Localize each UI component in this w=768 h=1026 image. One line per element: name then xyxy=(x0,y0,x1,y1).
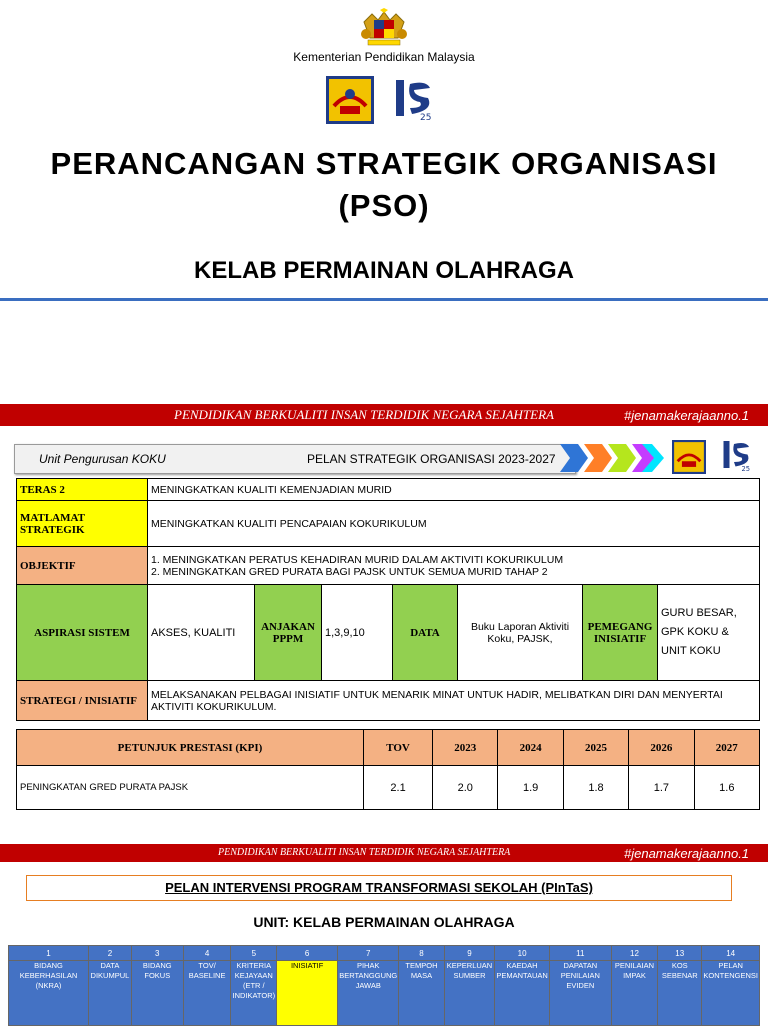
pemegang-label: PEMEGANG INISIATIF xyxy=(583,585,658,681)
col-num-5: 5 xyxy=(231,946,277,961)
kpi-header: PETUNJUK PRESTASI (KPI) xyxy=(17,730,364,766)
pintas-unit: UNIT: KELAB PERMAINAN OLAHRAGA xyxy=(253,914,515,930)
slogan-banner-2 xyxy=(0,844,768,862)
col-num-11: 11 xyxy=(549,946,611,961)
col-num-10: 10 xyxy=(495,946,550,961)
kpi-value-tov: 2.1 xyxy=(364,766,433,810)
kpi-row-label: PENINGKATAN GRED PURATA PAJSK xyxy=(17,766,364,810)
col-header-10: KAEDAH PEMANTAUAN xyxy=(495,961,550,1026)
kpi-value-2024: 1.9 xyxy=(498,766,563,810)
kpi-value-2027: 1.6 xyxy=(694,766,759,810)
col-header-9: KEPERLUAN SUMBER xyxy=(444,961,495,1026)
col-num-2: 2 xyxy=(89,946,132,961)
pemegang-value: GURU BESAR, GPK KOKU & UNIT KOKU xyxy=(658,585,760,681)
anjakan-value: 1,3,9,10 xyxy=(322,585,393,681)
col-header-4: TOV/ BASELINE xyxy=(183,961,231,1026)
hashtag-text-2: #jenamakerajaanno.1 xyxy=(624,846,750,861)
ministry-name: Kementerian Pendidikan Malaysia xyxy=(293,50,475,64)
col-header-2: DATA DIKUMPUL xyxy=(89,961,132,1026)
progress-arrows-icon xyxy=(556,442,666,474)
aspirasi-value: AKSES, KUALITI xyxy=(148,585,255,681)
kpi-table xyxy=(16,729,760,810)
slogan-text: PENDIDIKAN BERKUALITI INSAN TERDIDIK NEGARA SEJAHTERA xyxy=(174,407,554,422)
strategi-label: STRATEGI / INISIATIF xyxy=(17,681,148,721)
col-header-5: KRITERIA KEJAYAAN (ETR / INDIKATOR) xyxy=(231,961,277,1026)
col-num-3: 3 xyxy=(131,946,183,961)
teras-value: MENINGKATKAN KUALITI KEMENJADIAN MURID xyxy=(148,479,760,501)
malaysia-crest-icon xyxy=(358,8,410,48)
kpi-col-2027: 2027 xyxy=(694,730,759,766)
sekolah-25-logo-small-icon xyxy=(718,438,756,474)
kpi-col-2023: 2023 xyxy=(433,730,498,766)
objektif-label: OBJEKTIF xyxy=(17,547,148,585)
kpi-col-2024: 2024 xyxy=(498,730,563,766)
kpi-value-2025: 1.8 xyxy=(563,766,628,810)
objektif-2: 2. MENINGKATKAN GRED PURATA BAGI PAJSK UNTUK SEMUA MURID TAHAP 2 xyxy=(151,565,548,578)
col-num-8: 8 xyxy=(399,946,444,961)
svg-text:25: 25 xyxy=(741,465,751,473)
col-header-7: PIHAK BERTANGGUNG JAWAB xyxy=(338,961,399,1026)
kpi-col-2025: 2025 xyxy=(563,730,628,766)
col-num-9: 9 xyxy=(444,946,495,961)
col-num-13: 13 xyxy=(658,946,702,961)
col-header-1: BIDANG KEBERHASILAN (NKRA) xyxy=(9,961,89,1026)
pintas-grid xyxy=(8,945,760,1026)
school-logo-icon xyxy=(326,76,374,124)
kpi-col-2026: 2026 xyxy=(629,730,694,766)
page-title: PERANCANGAN STRATEGIK ORGANISASI xyxy=(50,146,718,181)
pintas-title-box xyxy=(26,875,732,901)
page-title-abbrev: (PSO) xyxy=(338,188,430,223)
col-header-14: PELAN KONTENGENSI xyxy=(702,961,760,1026)
plan-table xyxy=(16,478,760,721)
page-subtitle: KELAB PERMAINAN OLAHRAGA xyxy=(194,257,574,284)
unit-name: Unit Pengurusan KOKU xyxy=(39,452,166,466)
objektif-value xyxy=(148,547,760,585)
kpi-value-2023: 2.0 xyxy=(433,766,498,810)
col-num-4: 4 xyxy=(183,946,231,961)
unit-bar xyxy=(14,444,576,474)
kpi-value-2026: 1.7 xyxy=(629,766,694,810)
objektif-1: 1. MENINGKATKAN PERATUS KEHADIRAN MURID DALAM AKTIVITI KOKURIKULUM xyxy=(151,553,564,566)
col-num-12: 12 xyxy=(611,946,657,961)
col-num-7: 7 xyxy=(338,946,399,961)
slogan-text-2: PENDIDIKAN BERKUALITI INSAN TERDIDIK NEGARA SEJAHTERA xyxy=(218,847,511,858)
kpi-col-tov: TOV xyxy=(364,730,433,766)
teras-label: TERAS 2 xyxy=(17,479,148,501)
col-header-8: TEMPOH MASA xyxy=(399,961,444,1026)
col-header-13: KOS SEBENAR xyxy=(658,961,702,1026)
col-header-6: INISIATIF xyxy=(277,961,338,1026)
matlamat-value: MENINGKATKAN KUALITI PENCAPAIAN KOKURIKULUM xyxy=(148,501,760,547)
pintas-title: PELAN INTERVENSI PROGRAM TRANSFORMASI SEKOLAH (PInTaS) xyxy=(165,880,593,895)
anjakan-label: ANJAKAN PPPM xyxy=(255,585,322,681)
hashtag-text: #jenamakerajaanno.1 xyxy=(624,408,750,423)
data-value: Buku Laporan Aktiviti Koku, PAJSK, xyxy=(458,585,583,681)
data-label: DATA xyxy=(393,585,458,681)
plan-name: PELAN STRATEGIK ORGANISASI 2023-2027 xyxy=(307,452,556,466)
title-divider xyxy=(0,298,768,301)
col-num-1: 1 xyxy=(9,946,89,961)
school-logo-small-icon xyxy=(672,440,706,474)
col-num-6: 6 xyxy=(277,946,338,961)
sekolah-25-logo-icon xyxy=(390,76,438,124)
col-num-14: 14 xyxy=(702,946,760,961)
col-header-12: PENILAIAN IMPAK xyxy=(611,961,657,1026)
matlamat-label: MATLAMAT STRATEGIK xyxy=(17,501,148,547)
col-header-11: DAPATAN PENILAIAN EVIDEN xyxy=(549,961,611,1026)
slogan-banner xyxy=(0,404,768,426)
svg-text:25: 25 xyxy=(420,113,432,123)
col-header-3: BIDANG FOKUS xyxy=(131,961,183,1026)
strategi-value: MELAKSANAKAN PELBAGAI INISIATIF UNTUK MENARIK MINAT UNTUK HADIR, MELIBATKAN DIRI DAN MENYERTAI AKTIVITI KOKURIKULUM. xyxy=(148,681,760,721)
aspirasi-label: ASPIRASI SISTEM xyxy=(17,585,148,681)
